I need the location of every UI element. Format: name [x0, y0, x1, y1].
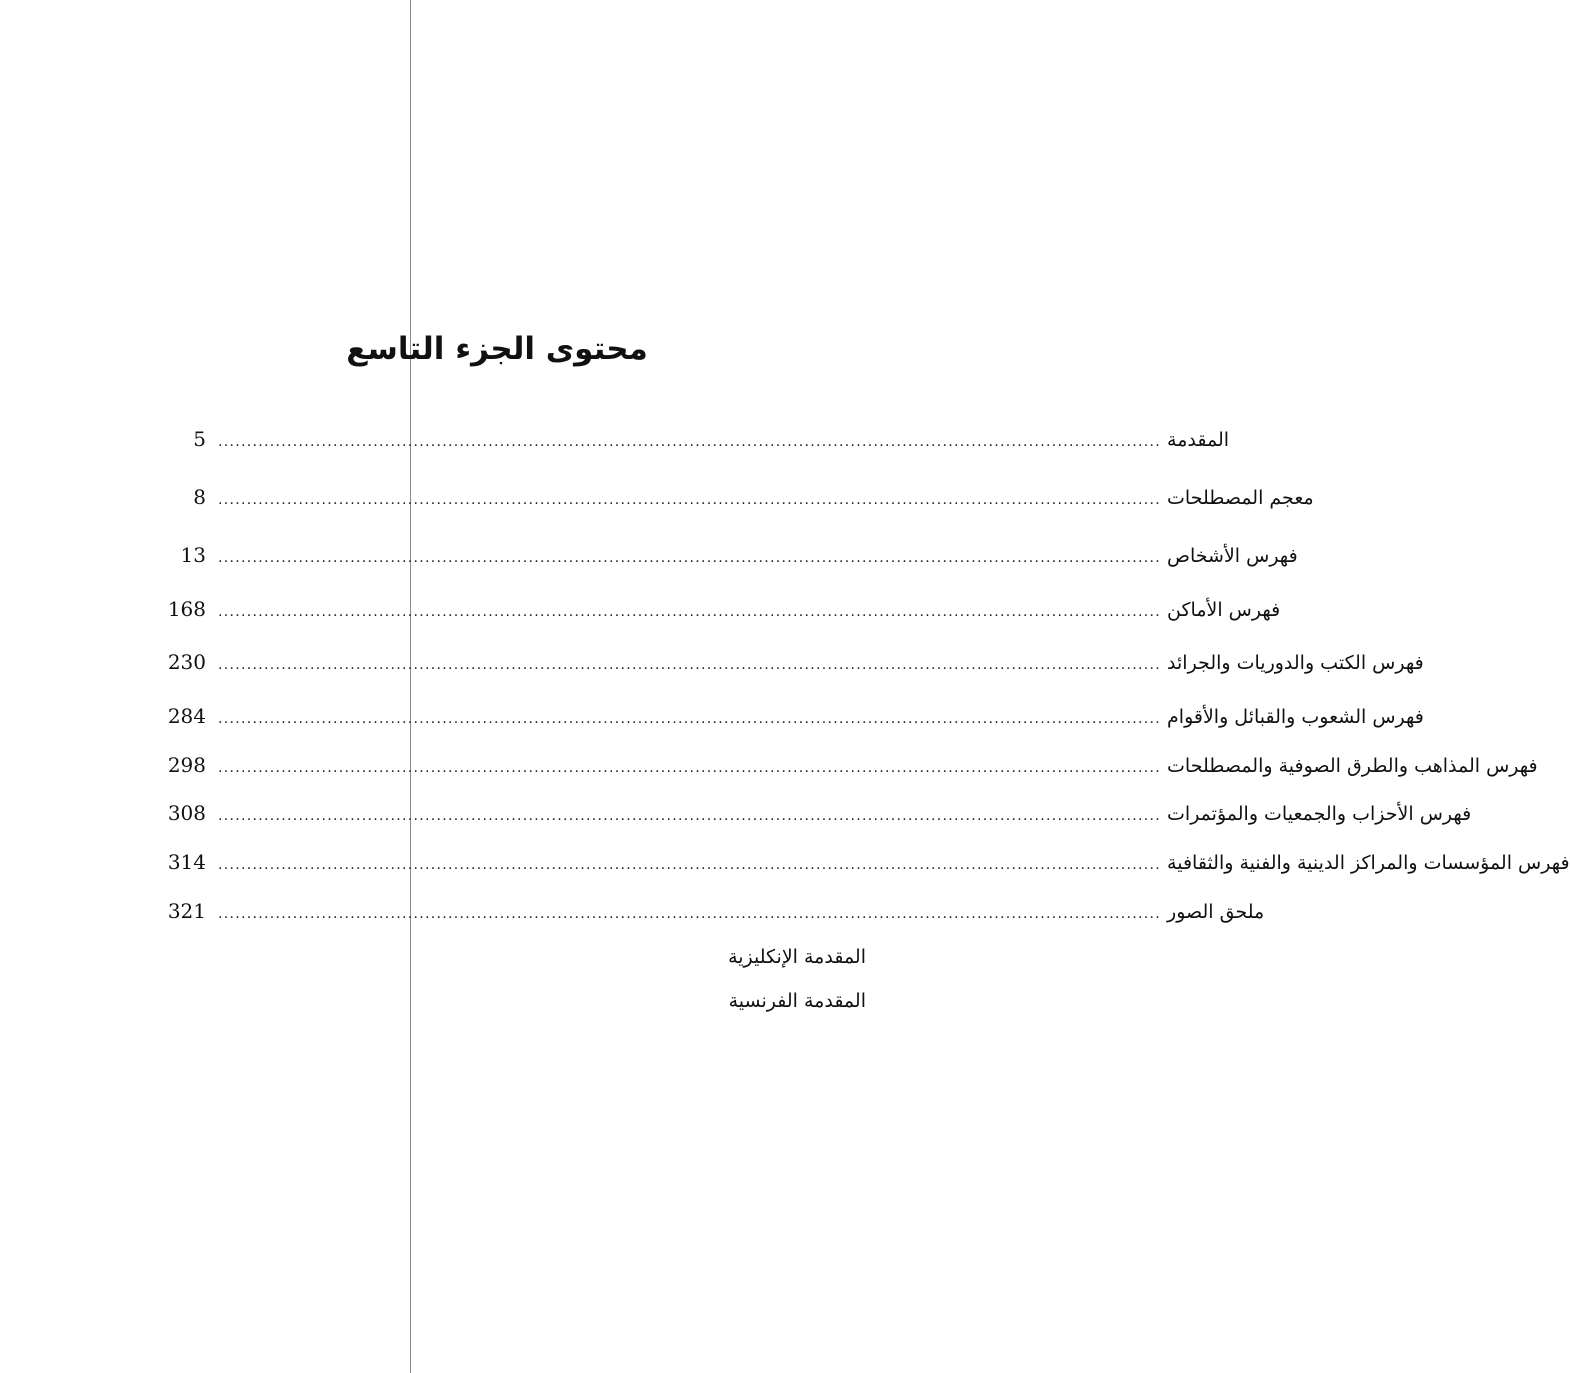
- toc-page-number: 314: [167, 850, 206, 874]
- toc-entry-label: المقدمة الإنكليزية: [728, 946, 866, 968]
- toc-entry[interactable]: [160, 984, 866, 1018]
- toc-entry[interactable]: [160, 422, 1230, 456]
- toc-entry-label: ملحق الصور: [1167, 901, 1265, 923]
- toc-entry-label: فهرس الأشخاص: [1167, 545, 1298, 567]
- toc-leader-dots: ....................................................................................................................................................................: [218, 808, 1162, 824]
- toc-leader-dots: ....................................................................................................................................................................: [218, 434, 1162, 450]
- toc-entry[interactable]: [160, 845, 1570, 879]
- toc-leader-dots: ....................................................................................................................................................................: [218, 492, 1162, 508]
- toc-leader-dots: ....................................................................................................................................................................: [218, 760, 1162, 776]
- toc-page-number: 168: [167, 597, 206, 621]
- toc-entry-label: فهرس المذاهب والطرق الصوفية والمصطلحات: [1167, 755, 1538, 777]
- toc-leader-dots: ....................................................................................................................................................................: [218, 711, 1162, 727]
- toc-page-number: 308: [167, 801, 206, 825]
- page-title: محتوى الجزء التاسع: [346, 330, 648, 367]
- toc-page-number: 5: [193, 427, 206, 451]
- toc-leader-dots: ....................................................................................................................................................................: [218, 857, 1162, 873]
- toc-page-number: 298: [167, 753, 206, 777]
- page-fold-line: [410, 0, 411, 1373]
- toc-leader-dots: ....................................................................................................................................................................: [218, 604, 1162, 620]
- toc-entry-label: فهرس الشعوب والقبائل والأقوام: [1167, 706, 1424, 728]
- toc-entry[interactable]: [160, 940, 866, 974]
- toc-entry-label: المقدمة: [1167, 429, 1230, 451]
- toc-page-number: 321: [167, 899, 206, 923]
- toc-leader-dots: ....................................................................................................................................................................: [218, 906, 1162, 922]
- toc-page-number: 8: [193, 485, 206, 509]
- toc-entry[interactable]: [160, 480, 1314, 514]
- toc-entry-label: فهرس المؤسسات والمراكز الدينية والفنية والثقافية: [1167, 852, 1570, 874]
- toc-leader-dots: ....................................................................................................................................................................: [218, 657, 1162, 673]
- toc-entry[interactable]: [160, 796, 1472, 830]
- toc-entry-label: فهرس الأحزاب والجمعيات والمؤتمرات: [1167, 803, 1472, 825]
- toc-entry-label: المقدمة الفرنسية: [728, 990, 866, 1012]
- toc-entry[interactable]: [160, 538, 1298, 572]
- toc-entry[interactable]: [160, 748, 1538, 782]
- toc-page-number: 284: [167, 704, 206, 728]
- toc-entry-label: معجم المصطلحات: [1167, 487, 1314, 509]
- toc-page-number: 230: [167, 650, 206, 674]
- toc-page-number: 13: [180, 543, 206, 567]
- toc-entry[interactable]: [160, 645, 1424, 679]
- toc-entry[interactable]: [160, 592, 1281, 626]
- toc-entry-label: فهرس الكتب والدوريات والجرائد: [1167, 652, 1424, 674]
- toc-entry[interactable]: [160, 699, 1424, 733]
- toc-leader-dots: ....................................................................................................................................................................: [218, 550, 1162, 566]
- toc-entry-label: فهرس الأماكن: [1167, 599, 1281, 621]
- toc-entry[interactable]: [160, 894, 1265, 928]
